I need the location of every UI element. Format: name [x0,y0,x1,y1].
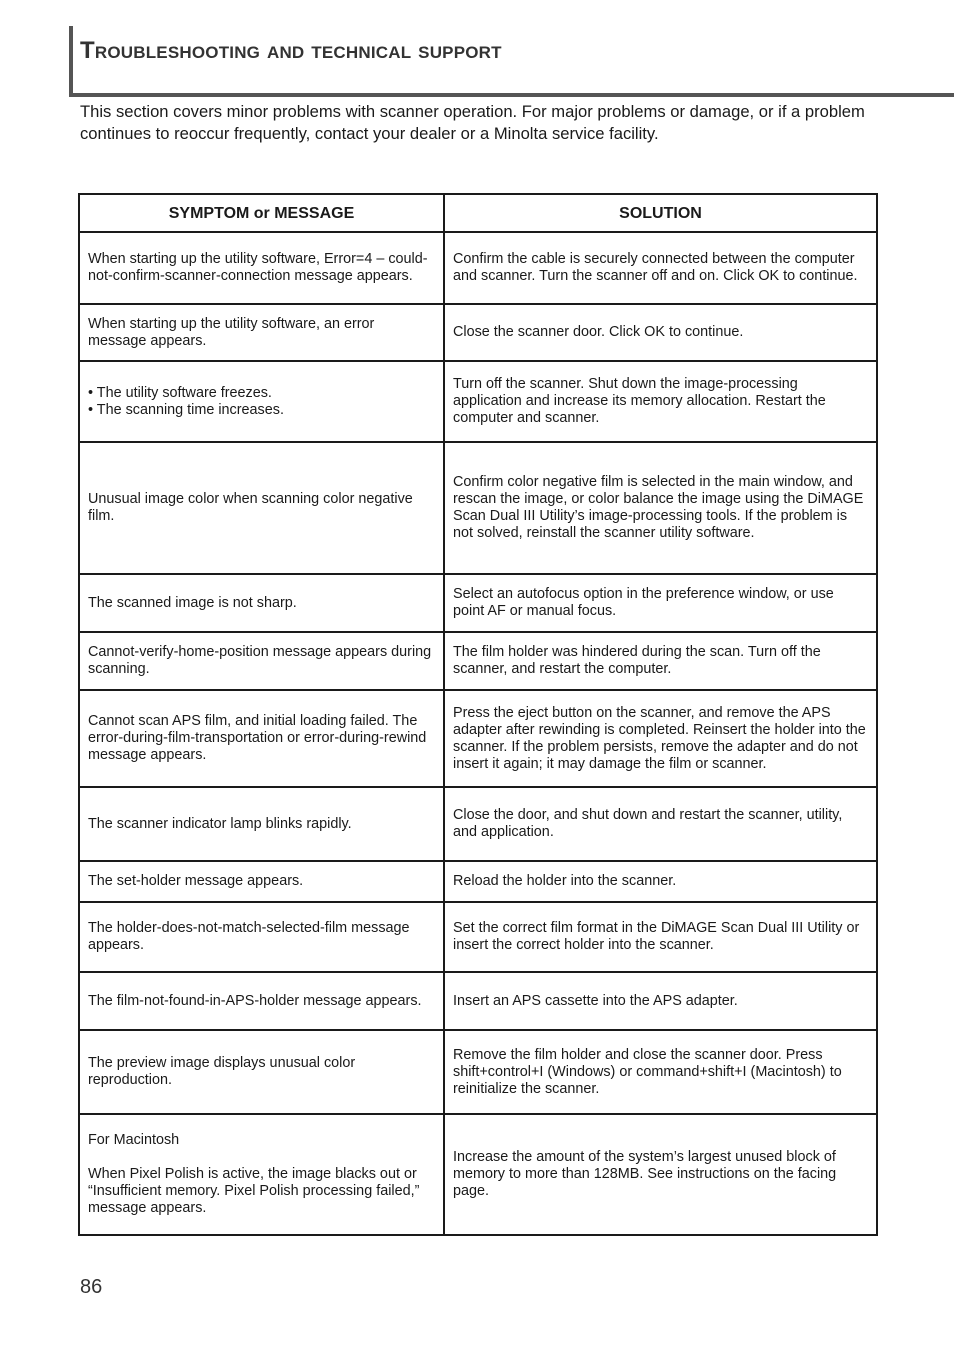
table-row [79,690,877,787]
solution-text: Increase the amount of the system’s largest unused block of memory to more than 128MB. See instructions on the facing page. [453,1149,837,1199]
symptom-bullet: • The utility software freezes. [88,384,272,401]
symptom-cell [79,902,444,972]
symptom-text: When Pixel Polish is active, the image blacks out or “Insufficient memory. Pixel Polish processing failed,” message appears. [88,1166,420,1216]
solution-text: Close the scanner door. Click OK to continue. [453,324,744,340]
table-row [79,232,877,304]
symptom-cell [79,304,444,361]
solution-text: Confirm color negative film is selected in the main window, and rescan the image, or color balance the image using the DiMAGE Scan Dual III Utility’s image-processing tools. If the problem is not solved, reinstall the scanner utility software. [453,474,864,541]
table-row [79,787,877,861]
table-row [79,902,877,972]
symptom-cell [79,787,444,861]
solution-text: Reload the holder into the scanner. [453,873,677,889]
symptom-cell [79,361,444,442]
symptom-cell [79,690,444,787]
symptom-text: When starting up the utility software, an error message appears. [88,315,375,349]
solution-cell [444,232,877,304]
table-row [79,861,877,902]
table-row [79,1030,877,1114]
symptom-text: The scanned image is not sharp. [88,594,297,611]
solution-text: Insert an APS cassette into the APS adapter. [453,992,738,1009]
table-row [79,632,877,690]
solution-cell [444,861,877,902]
symptom-cell [79,232,444,304]
table-row [79,972,877,1030]
solution-text: The film holder was hindered during the scan. Turn off the scanner, and restart the computer. [453,644,821,677]
column-header-solution: SOLUTION [444,194,877,232]
symptom-bullet-list [88,385,435,419]
symptom-text: Cannot-verify-home-position message appears during scanning. [88,644,432,677]
symptom-cell [79,442,444,574]
solution-text: Press the eject button on the scanner, and remove the APS adapter after rewinding is completed. Reinsert the holder into the scanner. If the problem persists, remove the adapter and do not insert it again; it may damage the film or scanner. [453,704,866,772]
symptom-cell [79,632,444,690]
solution-text: Turn off the scanner. Shut down the image-processing application and increase its memory allocation. Restart the computer and scanner. [453,376,826,426]
solution-cell [444,787,877,861]
symptom-bullet: • The scanning time increases. [88,401,284,418]
solution-text: Select an autofocus option in the preference window, or use point AF or manual focus. [453,586,834,619]
solution-cell [444,574,877,632]
table-row [79,442,877,574]
page-number: 86 [80,1276,103,1298]
table-row [79,304,877,361]
column-header-symptom: SYMPTOM or MESSAGE [79,194,444,232]
symptom-text: Unusual image color when scanning color negative film. [88,491,413,524]
table-row [79,1114,877,1235]
symptom-text: The holder-does-not-match-selected-film message appears. [88,920,410,953]
platform-note: For Macintosh [88,1132,180,1148]
solution-text: Close the door, and shut down and restart the scanner, utility, and application. [453,807,843,840]
symptom-cell [79,1114,444,1235]
symptom-cell [79,1030,444,1114]
intro-paragraph: This section covers minor problems with scanner operation. For major problems or damage, or if a problem continues to reoccur frequently, contact your dealer or a Minolta service facility. [80,102,865,143]
symptom-cell [79,972,444,1030]
symptom-cell [79,861,444,902]
solution-cell [444,1030,877,1114]
solution-cell [444,442,877,574]
symptom-cell [79,574,444,632]
solution-cell [444,690,877,787]
table-row [79,361,877,442]
solution-cell [444,361,877,442]
symptom-text: The preview image displays unusual color reproduction. [88,1055,356,1088]
solution-text: Set the correct film format in the DiMAGE Scan Dual III Utility or insert the correct holder into the scanner. [453,920,860,953]
solution-text: Remove the film holder and close the scanner door. Press shift+control+I (Windows) or command+shift+I (Macintosh) to reinitialize the scanner. [453,1046,842,1097]
symptom-text: The set-holder message appears. [88,873,304,889]
solution-cell [444,632,877,690]
solution-text: Confirm the cable is securely connected between the computer and scanner. Turn the scanner off and on. Click OK to continue. [453,251,858,284]
symptom-text: The film-not-found-in-APS-holder message appears. [88,992,422,1009]
solution-cell [444,902,877,972]
troubleshooting-table [78,193,878,1236]
solution-cell [444,304,877,361]
solution-cell [444,972,877,1030]
symptom-text: Cannot scan APS film, and initial loading failed. The error-during-film-transportation or error-during-rewind message appears. [88,713,427,763]
table-header-row [79,194,877,232]
table-row [79,574,877,632]
symptom-text: The scanner indicator lamp blinks rapidly. [88,815,352,832]
page-title: Troubleshooting and technical support [80,37,502,64]
solution-cell [444,1114,877,1235]
symptom-text: When starting up the utility software, Error=4 – could-not-confirm-scanner-connection message appears. [88,251,428,284]
